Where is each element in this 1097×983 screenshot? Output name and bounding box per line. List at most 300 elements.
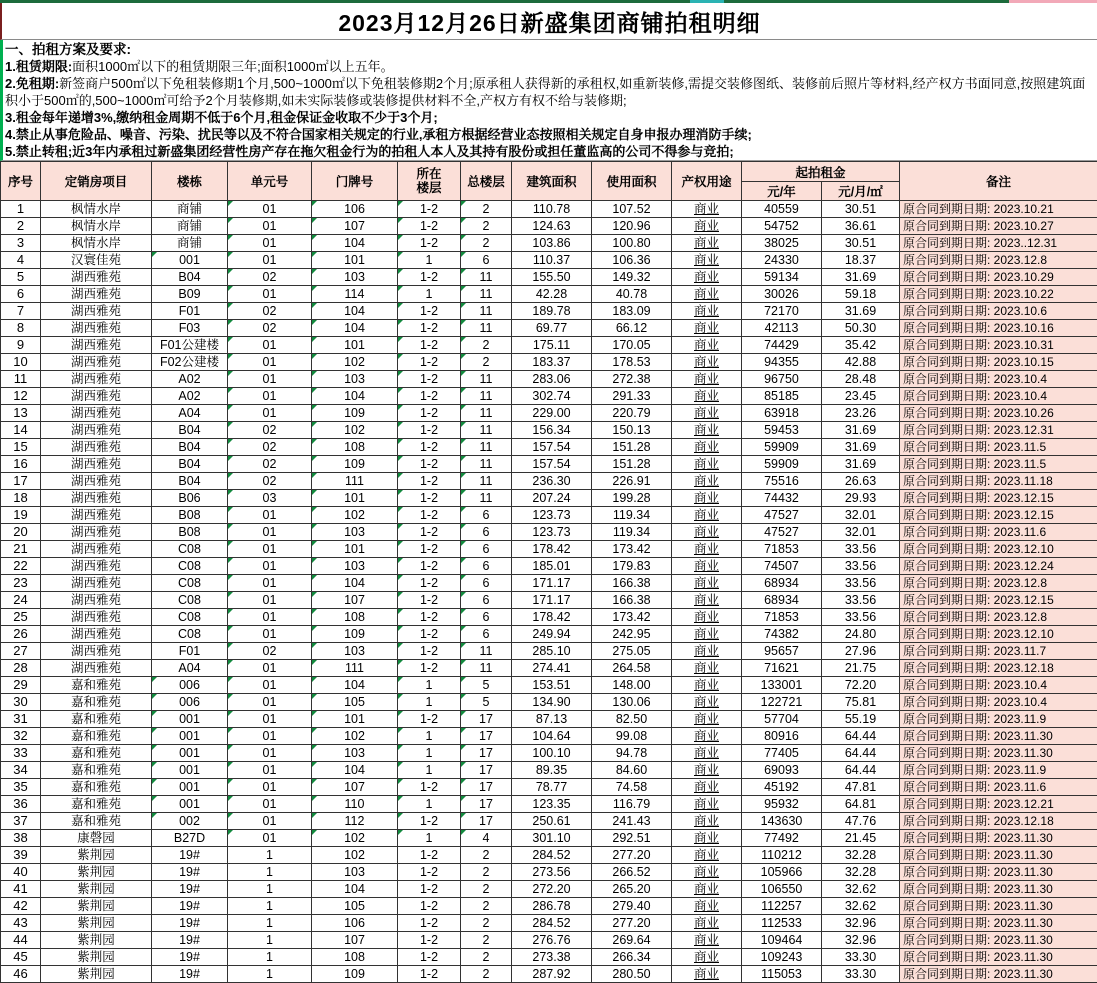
cell-use_area[interactable]: 269.64: [592, 932, 672, 949]
cell-no[interactable]: 32: [1, 728, 41, 745]
cell-usage[interactable]: 商业: [672, 830, 742, 847]
cell-floor[interactable]: 1-2: [398, 864, 461, 881]
cell-floor[interactable]: 1: [398, 745, 461, 762]
cell-rent_month[interactable]: 55.19: [822, 711, 900, 728]
cell-door[interactable]: 104: [312, 235, 398, 252]
cell-building[interactable]: 001: [152, 796, 228, 813]
cell-building[interactable]: 001: [152, 252, 228, 269]
cell-no[interactable]: 25: [1, 609, 41, 626]
cell-rent_month[interactable]: 28.48: [822, 371, 900, 388]
cell-floor[interactable]: 1-2: [398, 354, 461, 371]
cell-door[interactable]: 108: [312, 949, 398, 966]
cell-rent_year[interactable]: 59453: [742, 422, 822, 439]
cell-total[interactable]: 2: [461, 915, 512, 932]
cell-rent_year[interactable]: 112533: [742, 915, 822, 932]
cell-floor[interactable]: 1-2: [398, 235, 461, 252]
cell-remark[interactable]: 原合同到期日期: 2023.10.6: [900, 303, 1097, 320]
header-door[interactable]: 门牌号: [312, 162, 398, 201]
cell-use_area[interactable]: 149.32: [592, 269, 672, 286]
cell-floor[interactable]: 1-2: [398, 626, 461, 643]
cell-rent_year[interactable]: 38025: [742, 235, 822, 252]
cell-total[interactable]: 6: [461, 507, 512, 524]
header-use-area[interactable]: 使用面积: [592, 162, 672, 201]
cell-usage[interactable]: 商业: [672, 439, 742, 456]
cell-usage[interactable]: 商业: [672, 524, 742, 541]
cell-building[interactable]: B04: [152, 269, 228, 286]
cell-unit[interactable]: 01: [228, 201, 312, 218]
cell-rent_month[interactable]: 75.81: [822, 694, 900, 711]
cell-floor[interactable]: 1: [398, 830, 461, 847]
cell-unit[interactable]: 01: [228, 796, 312, 813]
cell-project[interactable]: 湖西雅苑: [41, 388, 152, 405]
cell-rent_month[interactable]: 47.81: [822, 779, 900, 796]
cell-building[interactable]: 商铺: [152, 218, 228, 235]
cell-use_area[interactable]: 166.38: [592, 592, 672, 609]
cell-rent_month[interactable]: 31.69: [822, 422, 900, 439]
cell-total[interactable]: 11: [461, 269, 512, 286]
cell-remark[interactable]: 原合同到期日期: 2023.11.6: [900, 524, 1097, 541]
cell-total[interactable]: 11: [461, 371, 512, 388]
cell-no[interactable]: 8: [1, 320, 41, 337]
cell-building[interactable]: 001: [152, 728, 228, 745]
cell-building[interactable]: F01: [152, 643, 228, 660]
cell-remark[interactable]: 原合同到期日期: 2023.10.29: [900, 269, 1097, 286]
cell-unit[interactable]: 1: [228, 949, 312, 966]
cell-usage[interactable]: 商业: [672, 473, 742, 490]
cell-remark[interactable]: 原合同到期日期: 2023.12.8: [900, 575, 1097, 592]
cell-rent_month[interactable]: 72.20: [822, 677, 900, 694]
cell-build_area[interactable]: 250.61: [512, 813, 592, 830]
cell-remark[interactable]: 原合同到期日期: 2023.11.6: [900, 779, 1097, 796]
cell-project[interactable]: 湖西雅苑: [41, 643, 152, 660]
cell-unit[interactable]: 01: [228, 286, 312, 303]
cell-rent_month[interactable]: 33.30: [822, 949, 900, 966]
cell-no[interactable]: 17: [1, 473, 41, 490]
cell-rent_month[interactable]: 29.93: [822, 490, 900, 507]
cell-use_area[interactable]: 106.36: [592, 252, 672, 269]
cell-floor[interactable]: 1: [398, 252, 461, 269]
cell-door[interactable]: 109: [312, 456, 398, 473]
cell-rent_year[interactable]: 110212: [742, 847, 822, 864]
cell-build_area[interactable]: 103.86: [512, 235, 592, 252]
cell-no[interactable]: 3: [1, 235, 41, 252]
cell-floor[interactable]: 1-2: [398, 575, 461, 592]
cell-usage[interactable]: 商业: [672, 660, 742, 677]
cell-unit[interactable]: 1: [228, 915, 312, 932]
cell-rent_month[interactable]: 35.42: [822, 337, 900, 354]
cell-no[interactable]: 10: [1, 354, 41, 371]
cell-total[interactable]: 17: [461, 813, 512, 830]
cell-unit[interactable]: 01: [228, 507, 312, 524]
cell-rent_month[interactable]: 64.44: [822, 728, 900, 745]
cell-project[interactable]: 湖西雅苑: [41, 354, 152, 371]
cell-rent_month[interactable]: 30.51: [822, 235, 900, 252]
cell-rent_month[interactable]: 30.51: [822, 201, 900, 218]
cell-building[interactable]: C08: [152, 626, 228, 643]
cell-project[interactable]: 嘉和雅苑: [41, 677, 152, 694]
cell-no[interactable]: 21: [1, 541, 41, 558]
cell-build_area[interactable]: 100.10: [512, 745, 592, 762]
cell-rent_month[interactable]: 31.69: [822, 456, 900, 473]
cell-usage[interactable]: 商业: [672, 456, 742, 473]
cell-building[interactable]: 19#: [152, 881, 228, 898]
cell-usage[interactable]: 商业: [672, 745, 742, 762]
cell-total[interactable]: 2: [461, 201, 512, 218]
cell-building[interactable]: 19#: [152, 932, 228, 949]
cell-floor[interactable]: 1-2: [398, 779, 461, 796]
cell-building[interactable]: 001: [152, 762, 228, 779]
cell-door[interactable]: 106: [312, 915, 398, 932]
cell-remark[interactable]: 原合同到期日期: 2023.12.24: [900, 558, 1097, 575]
cell-rent_year[interactable]: 115053: [742, 966, 822, 983]
cell-use_area[interactable]: 74.58: [592, 779, 672, 796]
cell-project[interactable]: 嘉和雅苑: [41, 779, 152, 796]
cell-remark[interactable]: 原合同到期日期: 2023.11.30: [900, 915, 1097, 932]
cell-usage[interactable]: 商业: [672, 303, 742, 320]
cell-no[interactable]: 12: [1, 388, 41, 405]
cell-rent_month[interactable]: 31.69: [822, 269, 900, 286]
cell-use_area[interactable]: 220.79: [592, 405, 672, 422]
cell-floor[interactable]: 1: [398, 728, 461, 745]
cell-use_area[interactable]: 100.80: [592, 235, 672, 252]
cell-floor[interactable]: 1-2: [398, 915, 461, 932]
cell-unit[interactable]: 01: [228, 558, 312, 575]
cell-rent_year[interactable]: 68934: [742, 592, 822, 609]
cell-unit[interactable]: 01: [228, 626, 312, 643]
title-cell[interactable]: [0, 3, 1097, 40]
cell-project[interactable]: 枫情水岸: [41, 218, 152, 235]
cell-no[interactable]: 7: [1, 303, 41, 320]
cell-floor[interactable]: 1-2: [398, 558, 461, 575]
header-floor[interactable]: [398, 162, 461, 201]
header-total-floors[interactable]: 总楼层: [461, 162, 512, 201]
cell-total[interactable]: 11: [461, 388, 512, 405]
cell-project[interactable]: 紫荆园: [41, 966, 152, 983]
cell-unit[interactable]: 02: [228, 320, 312, 337]
cell-no[interactable]: 31: [1, 711, 41, 728]
cell-use_area[interactable]: 66.12: [592, 320, 672, 337]
cell-building[interactable]: 商铺: [152, 201, 228, 218]
cell-total[interactable]: 17: [461, 745, 512, 762]
cell-unit[interactable]: 01: [228, 371, 312, 388]
cell-total[interactable]: 17: [461, 762, 512, 779]
cell-rent_year[interactable]: 71853: [742, 609, 822, 626]
cell-unit[interactable]: 01: [228, 337, 312, 354]
cell-door[interactable]: 111: [312, 660, 398, 677]
cell-building[interactable]: B04: [152, 439, 228, 456]
cell-use_area[interactable]: 82.50: [592, 711, 672, 728]
cell-project[interactable]: 康磬园: [41, 830, 152, 847]
cell-project[interactable]: 湖西雅苑: [41, 456, 152, 473]
cell-usage[interactable]: 商业: [672, 626, 742, 643]
cell-unit[interactable]: 01: [228, 388, 312, 405]
cell-building[interactable]: 19#: [152, 966, 228, 983]
cell-usage[interactable]: 商业: [672, 422, 742, 439]
cell-rent_month[interactable]: 18.37: [822, 252, 900, 269]
cell-floor[interactable]: 1: [398, 286, 461, 303]
cell-floor[interactable]: 1: [398, 796, 461, 813]
cell-use_area[interactable]: 166.38: [592, 575, 672, 592]
cell-total[interactable]: 11: [461, 405, 512, 422]
cell-project[interactable]: 湖西雅苑: [41, 507, 152, 524]
cell-project[interactable]: 紫荆园: [41, 915, 152, 932]
cell-remark[interactable]: 原合同到期日期: 2023.12.8: [900, 609, 1097, 626]
cell-usage[interactable]: 商业: [672, 949, 742, 966]
cell-rent_month[interactable]: 23.45: [822, 388, 900, 405]
cell-total[interactable]: 6: [461, 609, 512, 626]
cell-no[interactable]: 35: [1, 779, 41, 796]
cell-build_area[interactable]: 110.37: [512, 252, 592, 269]
cell-usage[interactable]: 商业: [672, 269, 742, 286]
cell-project[interactable]: 嘉和雅苑: [41, 796, 152, 813]
cell-use_area[interactable]: 173.42: [592, 541, 672, 558]
cell-building[interactable]: C08: [152, 558, 228, 575]
cell-project[interactable]: 嘉和雅苑: [41, 813, 152, 830]
cell-usage[interactable]: 商业: [672, 796, 742, 813]
cell-unit[interactable]: 1: [228, 966, 312, 983]
cell-rent_month[interactable]: 47.76: [822, 813, 900, 830]
cell-rent_year[interactable]: 96750: [742, 371, 822, 388]
cell-use_area[interactable]: 151.28: [592, 456, 672, 473]
cell-rent_year[interactable]: 105966: [742, 864, 822, 881]
cell-remark[interactable]: 原合同到期日期: 2023.12.18: [900, 660, 1097, 677]
cell-no[interactable]: 30: [1, 694, 41, 711]
cell-door[interactable]: 111: [312, 473, 398, 490]
cell-usage[interactable]: 商业: [672, 592, 742, 609]
cell-unit[interactable]: 01: [228, 218, 312, 235]
cell-rent_month[interactable]: 64.44: [822, 762, 900, 779]
cell-build_area[interactable]: 284.52: [512, 847, 592, 864]
cell-unit[interactable]: 01: [228, 235, 312, 252]
cell-no[interactable]: 42: [1, 898, 41, 915]
cell-use_area[interactable]: 170.05: [592, 337, 672, 354]
cell-build_area[interactable]: 283.06: [512, 371, 592, 388]
cell-remark[interactable]: 原合同到期日期: 2023.11.9: [900, 762, 1097, 779]
cell-use_area[interactable]: 151.28: [592, 439, 672, 456]
cell-total[interactable]: 4: [461, 830, 512, 847]
cell-use_area[interactable]: 264.58: [592, 660, 672, 677]
cell-usage[interactable]: 商业: [672, 915, 742, 932]
cell-total[interactable]: 6: [461, 575, 512, 592]
cell-floor[interactable]: 1-2: [398, 388, 461, 405]
cell-no[interactable]: 15: [1, 439, 41, 456]
cell-rent_year[interactable]: 69093: [742, 762, 822, 779]
cell-building[interactable]: 19#: [152, 864, 228, 881]
cell-door[interactable]: 108: [312, 439, 398, 456]
cell-project[interactable]: 湖西雅苑: [41, 371, 152, 388]
cell-build_area[interactable]: 249.94: [512, 626, 592, 643]
cell-rent_year[interactable]: 74382: [742, 626, 822, 643]
cell-project[interactable]: 湖西雅苑: [41, 337, 152, 354]
cell-project[interactable]: 湖西雅苑: [41, 422, 152, 439]
cell-project[interactable]: 紫荆园: [41, 864, 152, 881]
cell-remark[interactable]: 原合同到期日期: 2023.10.15: [900, 354, 1097, 371]
cell-remark[interactable]: 原合同到期日期: 2023.12.15: [900, 507, 1097, 524]
cell-floor[interactable]: 1-2: [398, 337, 461, 354]
cell-no[interactable]: 44: [1, 932, 41, 949]
cell-no[interactable]: 5: [1, 269, 41, 286]
cell-usage[interactable]: 商业: [672, 694, 742, 711]
cell-project[interactable]: 紫荆园: [41, 847, 152, 864]
cell-rent_year[interactable]: 24330: [742, 252, 822, 269]
header-build-area[interactable]: 建筑面积: [512, 162, 592, 201]
cell-total[interactable]: 11: [461, 320, 512, 337]
cell-project[interactable]: 枫情水岸: [41, 201, 152, 218]
cell-project[interactable]: 嘉和雅苑: [41, 762, 152, 779]
cell-building[interactable]: B04: [152, 422, 228, 439]
cell-door[interactable]: 104: [312, 320, 398, 337]
cell-building[interactable]: F01公建楼: [152, 337, 228, 354]
cell-floor[interactable]: 1-2: [398, 473, 461, 490]
cell-rent_year[interactable]: 109464: [742, 932, 822, 949]
cell-project[interactable]: 湖西雅苑: [41, 626, 152, 643]
cell-floor[interactable]: 1-2: [398, 643, 461, 660]
cell-rent_year[interactable]: 109243: [742, 949, 822, 966]
cell-building[interactable]: C08: [152, 592, 228, 609]
cell-unit[interactable]: 01: [228, 711, 312, 728]
cell-door[interactable]: 101: [312, 541, 398, 558]
cell-build_area[interactable]: 301.10: [512, 830, 592, 847]
cell-remark[interactable]: 原合同到期日期: 2023.10.4: [900, 694, 1097, 711]
cell-floor[interactable]: 1-2: [398, 269, 461, 286]
cell-build_area[interactable]: 302.74: [512, 388, 592, 405]
cell-build_area[interactable]: 229.00: [512, 405, 592, 422]
cell-build_area[interactable]: 157.54: [512, 456, 592, 473]
cell-floor[interactable]: 1-2: [398, 847, 461, 864]
cell-building[interactable]: A04: [152, 660, 228, 677]
cell-rent_year[interactable]: 85185: [742, 388, 822, 405]
cell-project[interactable]: 湖西雅苑: [41, 269, 152, 286]
cell-rent_month[interactable]: 33.56: [822, 609, 900, 626]
cell-rent_month[interactable]: 32.96: [822, 932, 900, 949]
cell-build_area[interactable]: 175.11: [512, 337, 592, 354]
cell-build_area[interactable]: 134.90: [512, 694, 592, 711]
cell-remark[interactable]: 原合同到期日期: 2023.11.7: [900, 643, 1097, 660]
cell-floor[interactable]: 1-2: [398, 592, 461, 609]
cell-unit[interactable]: 01: [228, 575, 312, 592]
cell-project[interactable]: 嘉和雅苑: [41, 694, 152, 711]
cell-usage[interactable]: 商业: [672, 779, 742, 796]
cell-door[interactable]: 102: [312, 422, 398, 439]
cell-floor[interactable]: 1-2: [398, 932, 461, 949]
cell-total[interactable]: 5: [461, 694, 512, 711]
cell-use_area[interactable]: 183.09: [592, 303, 672, 320]
cell-building[interactable]: B04: [152, 473, 228, 490]
cell-usage[interactable]: 商业: [672, 507, 742, 524]
cell-floor[interactable]: 1-2: [398, 456, 461, 473]
cell-project[interactable]: 湖西雅苑: [41, 405, 152, 422]
cell-total[interactable]: 11: [461, 422, 512, 439]
cell-door[interactable]: 109: [312, 626, 398, 643]
cell-door[interactable]: 103: [312, 643, 398, 660]
header-starting-rent-group[interactable]: 起拍租金: [742, 162, 900, 182]
cell-building[interactable]: F03: [152, 320, 228, 337]
cell-rent_year[interactable]: 47527: [742, 524, 822, 541]
cell-use_area[interactable]: 265.20: [592, 881, 672, 898]
header-building[interactable]: 楼栋: [152, 162, 228, 201]
cell-remark[interactable]: 原合同到期日期: 2023.10.27: [900, 218, 1097, 235]
cell-remark[interactable]: 原合同到期日期: 2023.11.30: [900, 745, 1097, 762]
header-project[interactable]: 定销房项目: [41, 162, 152, 201]
cell-use_area[interactable]: 119.34: [592, 507, 672, 524]
cell-remark[interactable]: 原合同到期日期: 2023.11.30: [900, 728, 1097, 745]
cell-use_area[interactable]: 173.42: [592, 609, 672, 626]
cell-build_area[interactable]: 284.52: [512, 915, 592, 932]
cell-usage[interactable]: 商业: [672, 371, 742, 388]
cell-unit[interactable]: 01: [228, 677, 312, 694]
cell-rent_year[interactable]: 77405: [742, 745, 822, 762]
cell-unit[interactable]: 02: [228, 439, 312, 456]
cell-remark[interactable]: 原合同到期日期: 2023.11.30: [900, 932, 1097, 949]
cell-use_area[interactable]: 148.00: [592, 677, 672, 694]
cell-rent_month[interactable]: 32.62: [822, 898, 900, 915]
cell-use_area[interactable]: 272.38: [592, 371, 672, 388]
cell-remark[interactable]: 原合同到期日期: 2023.10.4: [900, 388, 1097, 405]
cell-rent_month[interactable]: 32.28: [822, 864, 900, 881]
cell-rent_year[interactable]: 133001: [742, 677, 822, 694]
cell-unit[interactable]: 01: [228, 728, 312, 745]
cell-door[interactable]: 104: [312, 762, 398, 779]
cell-door[interactable]: 102: [312, 507, 398, 524]
cell-project[interactable]: 嘉和雅苑: [41, 728, 152, 745]
cell-use_area[interactable]: 119.34: [592, 524, 672, 541]
cell-unit[interactable]: 02: [228, 643, 312, 660]
cell-remark[interactable]: 原合同到期日期: 2023.12.8: [900, 252, 1097, 269]
cell-door[interactable]: 101: [312, 490, 398, 507]
cell-use_area[interactable]: 94.78: [592, 745, 672, 762]
cell-no[interactable]: 13: [1, 405, 41, 422]
cell-use_area[interactable]: 277.20: [592, 915, 672, 932]
cell-total[interactable]: 11: [461, 660, 512, 677]
cell-usage[interactable]: 商业: [672, 966, 742, 983]
cell-build_area[interactable]: 189.78: [512, 303, 592, 320]
cell-build_area[interactable]: 273.56: [512, 864, 592, 881]
cell-rent_month[interactable]: 33.30: [822, 966, 900, 983]
cell-rent_month[interactable]: 32.01: [822, 524, 900, 541]
cell-unit[interactable]: 01: [228, 405, 312, 422]
cell-rent_year[interactable]: 40559: [742, 201, 822, 218]
cell-usage[interactable]: 商业: [672, 643, 742, 660]
header-rent-per-month-sqm[interactable]: 元/月/㎡: [822, 182, 900, 201]
cell-rent_month[interactable]: 59.18: [822, 286, 900, 303]
cell-floor[interactable]: 1-2: [398, 320, 461, 337]
cell-usage[interactable]: 商业: [672, 558, 742, 575]
cell-usage[interactable]: 商业: [672, 201, 742, 218]
cell-project[interactable]: 湖西雅苑: [41, 303, 152, 320]
cell-project[interactable]: 湖西雅苑: [41, 524, 152, 541]
cell-unit[interactable]: 01: [228, 354, 312, 371]
cell-usage[interactable]: 商业: [672, 218, 742, 235]
cell-floor[interactable]: 1-2: [398, 218, 461, 235]
cell-building[interactable]: A02: [152, 371, 228, 388]
cell-total[interactable]: 17: [461, 711, 512, 728]
cell-floor[interactable]: 1-2: [398, 422, 461, 439]
cell-rent_month[interactable]: 27.96: [822, 643, 900, 660]
cell-project[interactable]: 湖西雅苑: [41, 660, 152, 677]
cell-floor[interactable]: 1-2: [398, 405, 461, 422]
cell-build_area[interactable]: 178.42: [512, 541, 592, 558]
cell-project[interactable]: 嘉和雅苑: [41, 711, 152, 728]
cell-remark[interactable]: 原合同到期日期: 2023.11.30: [900, 966, 1097, 983]
cell-total[interactable]: 11: [461, 303, 512, 320]
cell-remark[interactable]: 原合同到期日期: 2023.12.21: [900, 796, 1097, 813]
cell-rent_year[interactable]: 95932: [742, 796, 822, 813]
header-unit[interactable]: 单元号: [228, 162, 312, 201]
cell-build_area[interactable]: 185.01: [512, 558, 592, 575]
cell-usage[interactable]: 商业: [672, 575, 742, 592]
cell-project[interactable]: 紫荆园: [41, 898, 152, 915]
cell-door[interactable]: 114: [312, 286, 398, 303]
